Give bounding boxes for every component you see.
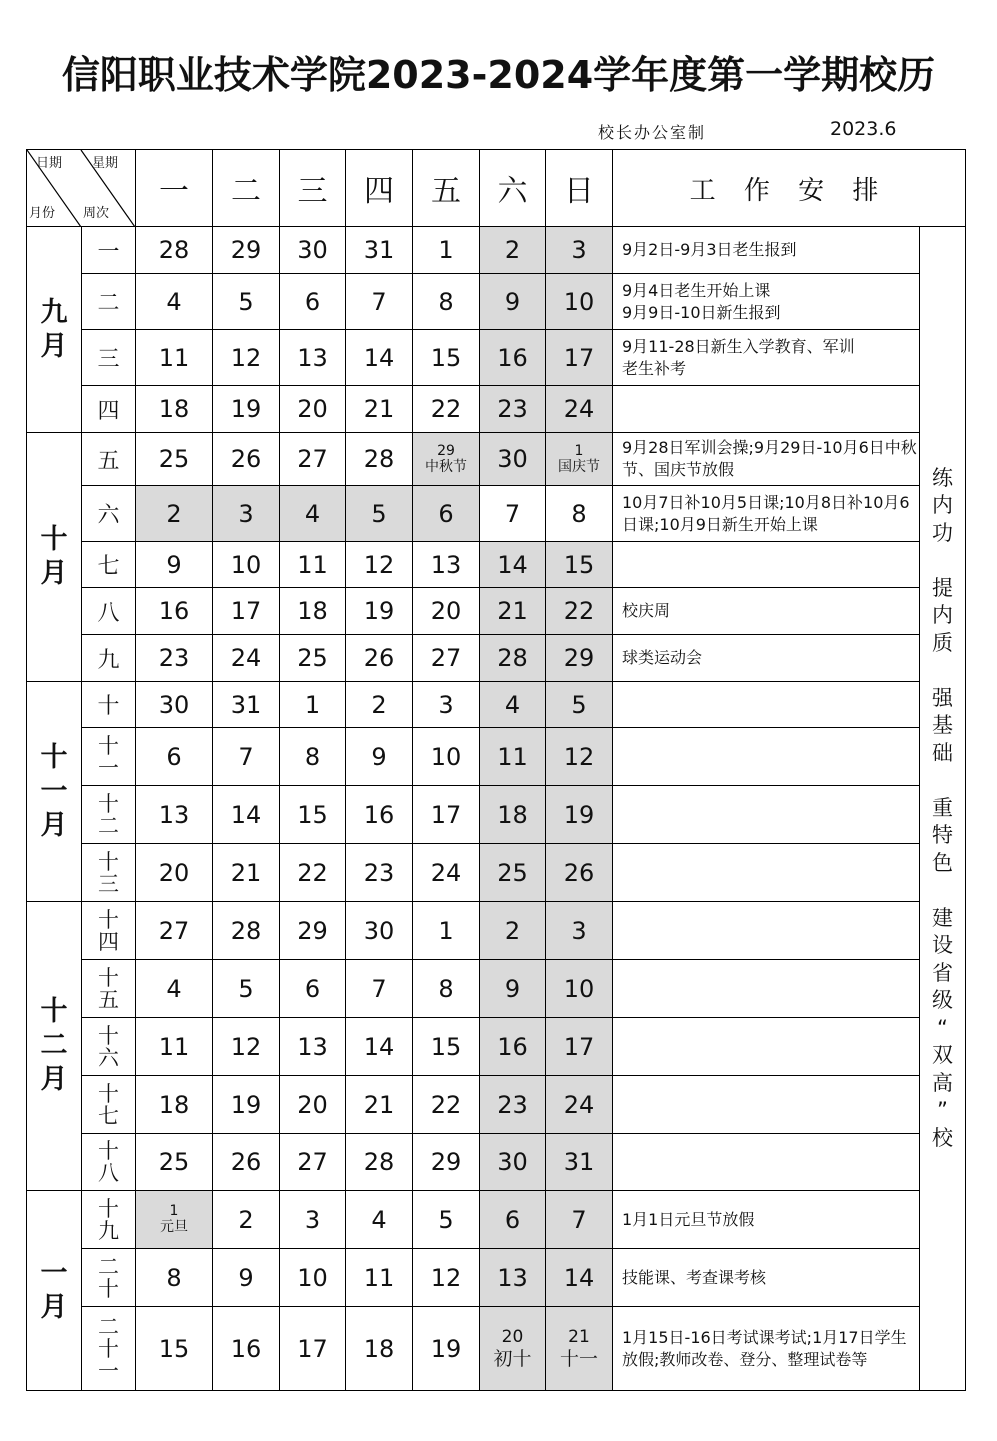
week-number: 四	[82, 386, 136, 433]
work-note: 校庆周	[613, 588, 920, 635]
day-cell: 13	[480, 1249, 546, 1307]
day-cell: 5	[346, 486, 413, 542]
day-cell: 16	[480, 1018, 546, 1076]
day-cell: 30	[480, 1134, 546, 1191]
day-cell: 7	[546, 1191, 613, 1249]
day-cell: 19	[546, 786, 613, 844]
work-note	[613, 682, 920, 728]
week-number: 十	[82, 682, 136, 728]
day-cell: 28	[346, 433, 413, 486]
day-cell: 19	[413, 1307, 480, 1391]
day-cell: 4	[346, 1191, 413, 1249]
day-cell: 15	[413, 330, 480, 386]
day-cell: 6	[413, 486, 480, 542]
day-cell: 14	[480, 542, 546, 588]
day-cell: 17	[413, 786, 480, 844]
calendar-table	[26, 149, 966, 1391]
day-cell: 2	[213, 1191, 280, 1249]
day-cell: 29 中秋节	[413, 433, 480, 486]
day-cell: 15	[280, 786, 346, 844]
work-note: 9月2日-9月3日老生报到	[613, 227, 920, 274]
month-label: 九 月	[27, 227, 82, 433]
day-cell: 6	[280, 960, 346, 1018]
day-cell: 21 十一	[546, 1307, 613, 1391]
day-cell: 26	[213, 1134, 280, 1191]
weekday-header: 一	[136, 150, 213, 227]
day-cell: 7	[480, 486, 546, 542]
week-row	[27, 786, 966, 844]
day-cell: 21	[346, 386, 413, 433]
day-cell: 7	[213, 728, 280, 786]
day-cell: 23	[480, 386, 546, 433]
day-cell: 9	[213, 1249, 280, 1307]
day-cell: 4	[136, 960, 213, 1018]
week-row	[27, 1134, 966, 1191]
weekday-header: 五	[413, 150, 480, 227]
day-cell: 22	[413, 1076, 480, 1134]
day-cell: 27	[280, 1134, 346, 1191]
week-number: 七	[82, 542, 136, 588]
day-cell: 22	[546, 588, 613, 635]
week-row	[27, 635, 966, 682]
day-cell: 20 初十	[480, 1307, 546, 1391]
day-cell: 28	[480, 635, 546, 682]
day-cell: 5	[546, 682, 613, 728]
day-cell: 13	[136, 786, 213, 844]
day-cell: 7	[346, 960, 413, 1018]
day-cell: 27	[136, 902, 213, 960]
weekday-header: 六	[480, 150, 546, 227]
week-number: 十 九	[82, 1191, 136, 1249]
week-row	[27, 1076, 966, 1134]
week-number: 十 五	[82, 960, 136, 1018]
day-cell: 19	[213, 1076, 280, 1134]
work-note	[613, 960, 920, 1018]
day-cell: 3	[413, 682, 480, 728]
day-cell: 18	[136, 1076, 213, 1134]
week-row	[27, 682, 966, 728]
day-cell: 17	[546, 1018, 613, 1076]
work-note	[613, 786, 920, 844]
day-cell: 14	[213, 786, 280, 844]
day-cell: 18	[480, 786, 546, 844]
day-cell: 27	[280, 433, 346, 486]
issuer: 校长办公室制	[598, 123, 707, 142]
week-row	[27, 433, 966, 486]
week-row	[27, 1018, 966, 1076]
day-cell: 5	[413, 1191, 480, 1249]
weekday-header: 四	[346, 150, 413, 227]
day-cell: 3	[213, 486, 280, 542]
day-cell: 16	[346, 786, 413, 844]
week-row	[27, 902, 966, 960]
day-cell: 15	[413, 1018, 480, 1076]
day-cell: 4	[280, 486, 346, 542]
work-arrangement-header: 工 作 安 排	[613, 150, 966, 227]
day-cell: 29	[413, 1134, 480, 1191]
week-number: 十 六	[82, 1018, 136, 1076]
day-cell: 12	[413, 1249, 480, 1307]
day-cell: 17	[213, 588, 280, 635]
day-cell: 4	[480, 682, 546, 728]
day-cell: 12	[213, 1018, 280, 1076]
week-number: 十 七	[82, 1076, 136, 1134]
day-cell: 31	[213, 682, 280, 728]
day-cell: 10	[213, 542, 280, 588]
week-number: 三	[82, 330, 136, 386]
day-cell: 8	[413, 960, 480, 1018]
work-note	[613, 542, 920, 588]
day-cell: 2	[346, 682, 413, 728]
day-cell: 11	[480, 728, 546, 786]
day-cell: 30	[480, 433, 546, 486]
month-label: 十 月	[27, 433, 82, 682]
day-cell: 1	[413, 227, 480, 274]
day-cell: 20	[280, 386, 346, 433]
day-cell: 7	[346, 274, 413, 330]
day-cell: 30	[280, 227, 346, 274]
week-number: 一	[82, 227, 136, 274]
week-row	[27, 330, 966, 386]
week-row	[27, 542, 966, 588]
day-cell: 9	[346, 728, 413, 786]
day-cell: 24	[213, 635, 280, 682]
day-cell: 17	[546, 330, 613, 386]
day-cell: 12	[346, 542, 413, 588]
week-number: 十 四	[82, 902, 136, 960]
day-cell: 5	[213, 274, 280, 330]
day-cell: 6	[280, 274, 346, 330]
day-cell: 9	[136, 542, 213, 588]
work-note	[613, 386, 920, 433]
week-number: 十 一	[82, 728, 136, 786]
week-number: 九	[82, 635, 136, 682]
week-number: 二	[82, 274, 136, 330]
day-cell: 13	[280, 330, 346, 386]
work-note	[613, 1018, 920, 1076]
day-cell: 13	[280, 1018, 346, 1076]
day-cell: 31	[546, 1134, 613, 1191]
work-note: 1月1日元旦节放假	[613, 1191, 920, 1249]
month-label: 一 月	[27, 1191, 82, 1391]
day-cell: 27	[413, 635, 480, 682]
month-label: 十 一 月	[27, 682, 82, 902]
work-note	[613, 1076, 920, 1134]
day-cell: 16	[213, 1307, 280, 1391]
day-cell: 8	[546, 486, 613, 542]
day-cell: 15	[546, 542, 613, 588]
day-cell: 11	[136, 330, 213, 386]
work-note	[613, 844, 920, 902]
week-row	[27, 1191, 966, 1249]
day-cell: 4	[136, 274, 213, 330]
day-cell: 2	[480, 902, 546, 960]
day-cell: 28	[136, 227, 213, 274]
day-cell: 16	[480, 330, 546, 386]
day-cell: 10	[546, 960, 613, 1018]
day-cell: 6	[136, 728, 213, 786]
day-cell: 9	[480, 960, 546, 1018]
day-cell: 23	[136, 635, 213, 682]
day-cell: 20	[280, 1076, 346, 1134]
day-cell: 1	[413, 902, 480, 960]
day-cell: 28	[346, 1134, 413, 1191]
day-cell: 10	[280, 1249, 346, 1307]
corner-label-date: 日期	[36, 156, 63, 171]
month-label: 十 二 月	[27, 902, 82, 1191]
day-cell: 6	[480, 1191, 546, 1249]
work-note: 9月11-28日新生入学教育、军训 老生补考	[613, 330, 920, 386]
week-number: 二 十 一	[82, 1307, 136, 1391]
day-cell: 1 元旦	[136, 1191, 213, 1249]
day-cell: 8	[136, 1249, 213, 1307]
week-row	[27, 1307, 966, 1391]
day-cell: 1 国庆节	[546, 433, 613, 486]
day-cell: 19	[213, 386, 280, 433]
day-cell: 3	[546, 227, 613, 274]
day-cell: 2	[136, 486, 213, 542]
day-cell: 11	[136, 1018, 213, 1076]
day-cell: 9	[480, 274, 546, 330]
day-cell: 15	[136, 1307, 213, 1391]
week-number: 五	[82, 433, 136, 486]
day-cell: 25	[480, 844, 546, 902]
week-row	[27, 588, 966, 635]
week-number: 二 十	[82, 1249, 136, 1307]
day-cell: 13	[413, 542, 480, 588]
day-cell: 26	[213, 433, 280, 486]
day-cell: 10	[546, 274, 613, 330]
week-row	[27, 386, 966, 433]
work-note: 球类运动会	[613, 635, 920, 682]
day-cell: 21	[213, 844, 280, 902]
work-note: 1月15日-16日考试课考试;1月17日学生放假;教师改卷、登分、整理试卷等	[613, 1307, 920, 1391]
motto-column: 练 内 功 提 内 质 强 基 础 重 特 色 建 设 省 级 “ 双 高 ” 校	[920, 227, 966, 1391]
day-cell: 16	[136, 588, 213, 635]
week-number: 十 二	[82, 786, 136, 844]
day-cell: 28	[213, 902, 280, 960]
work-note	[613, 1134, 920, 1191]
weekday-header: 三	[280, 150, 346, 227]
day-cell: 30	[346, 902, 413, 960]
day-cell: 12	[213, 330, 280, 386]
day-cell: 18	[280, 588, 346, 635]
day-cell: 29	[546, 635, 613, 682]
week-row	[27, 960, 966, 1018]
day-cell: 3	[280, 1191, 346, 1249]
work-note	[613, 728, 920, 786]
day-cell: 29	[280, 902, 346, 960]
day-cell: 3	[546, 902, 613, 960]
day-cell: 21	[346, 1076, 413, 1134]
corner-label-week: 周次	[83, 206, 110, 221]
week-row	[27, 844, 966, 902]
week-row	[27, 1249, 966, 1307]
week-number: 六	[82, 486, 136, 542]
work-note: 技能课、考查课考核	[613, 1249, 920, 1307]
day-cell: 24	[546, 386, 613, 433]
day-cell: 30	[136, 682, 213, 728]
day-cell: 24	[413, 844, 480, 902]
issue-date: 2023.6	[830, 118, 897, 140]
day-cell: 22	[280, 844, 346, 902]
week-number: 八	[82, 588, 136, 635]
day-cell: 22	[413, 386, 480, 433]
day-cell: 31	[346, 227, 413, 274]
day-cell: 26	[546, 844, 613, 902]
day-cell: 2	[480, 227, 546, 274]
week-row	[27, 274, 966, 330]
day-cell: 11	[346, 1249, 413, 1307]
day-cell: 12	[546, 728, 613, 786]
page-title: 信阳职业技术学院2023-2024学年度第一学期校历	[61, 53, 936, 97]
day-cell: 20	[136, 844, 213, 902]
week-number: 十 三	[82, 844, 136, 902]
work-note	[613, 902, 920, 960]
week-row	[27, 227, 966, 274]
work-note: 9月4日老生开始上课 9月9日-10日新生报到	[613, 274, 920, 330]
weekday-header: 日	[546, 150, 613, 227]
day-cell: 25	[136, 433, 213, 486]
day-cell: 5	[213, 960, 280, 1018]
header-corner	[27, 150, 136, 227]
day-cell: 25	[280, 635, 346, 682]
corner-label-weekday: 星期	[92, 156, 119, 171]
weekday-header: 二	[213, 150, 280, 227]
day-cell: 8	[413, 274, 480, 330]
week-row	[27, 728, 966, 786]
day-cell: 14	[546, 1249, 613, 1307]
day-cell: 14	[346, 1018, 413, 1076]
day-cell: 14	[346, 330, 413, 386]
day-cell: 10	[413, 728, 480, 786]
day-cell: 25	[136, 1134, 213, 1191]
day-cell: 18	[346, 1307, 413, 1391]
day-cell: 26	[346, 635, 413, 682]
day-cell: 24	[546, 1076, 613, 1134]
day-cell: 11	[280, 542, 346, 588]
day-cell: 17	[280, 1307, 346, 1391]
day-cell: 21	[480, 588, 546, 635]
day-cell: 8	[280, 728, 346, 786]
day-cell: 1	[280, 682, 346, 728]
day-cell: 23	[480, 1076, 546, 1134]
day-cell: 23	[346, 844, 413, 902]
work-note: 10月7日补10月5日课;10月8日补10月6日课;10月9日新生开始上课	[613, 486, 920, 542]
work-note: 9月28日军训会操;9月29日-10月6日中秋节、国庆节放假	[613, 433, 920, 486]
day-cell: 18	[136, 386, 213, 433]
corner-label-month: 月份	[29, 206, 56, 221]
week-row	[27, 486, 966, 542]
week-number: 十 八	[82, 1134, 136, 1191]
day-cell: 29	[213, 227, 280, 274]
day-cell: 20	[413, 588, 480, 635]
day-cell: 19	[346, 588, 413, 635]
